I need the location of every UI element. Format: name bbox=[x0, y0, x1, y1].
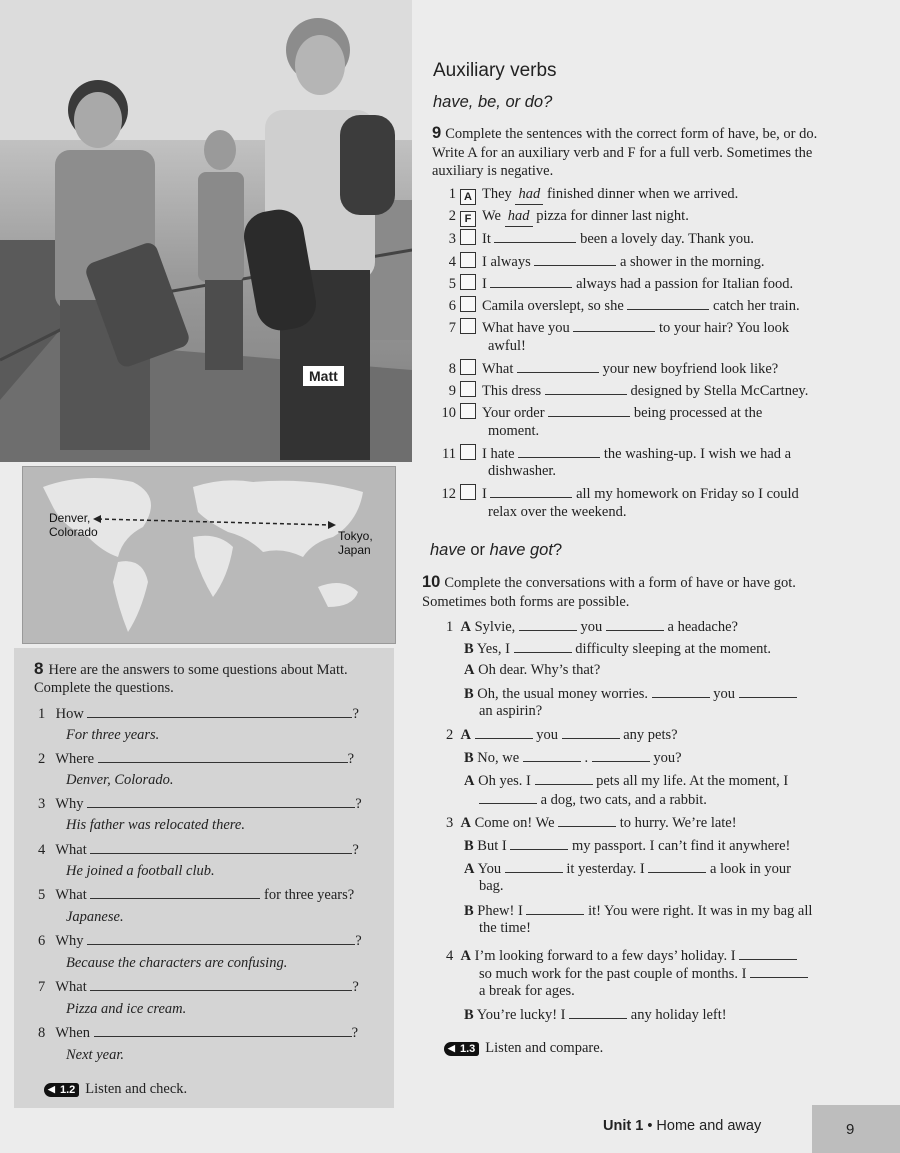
ex8-answer-2: Denver, Colorado. bbox=[66, 772, 174, 788]
section-title: Auxiliary verbs bbox=[433, 60, 557, 81]
ex10-c1-line4: B Oh, the usual money worries. you bbox=[464, 684, 797, 704]
ex9-item-7-cont: awful! bbox=[488, 338, 526, 354]
ex10-instructions: 10 Complete the conversations with a form of have or have got. Sometimes both forms are possible. bbox=[422, 573, 796, 610]
answer-blank[interactable] bbox=[90, 977, 352, 991]
answer-box[interactable] bbox=[460, 444, 476, 460]
ex10-c1-line2: B Yes, I difficulty sleeping at the moment. bbox=[464, 641, 772, 657]
answer-box[interactable] bbox=[460, 381, 476, 397]
ex9-item-12: 12 I all my homework on Friday so I could bbox=[441, 486, 799, 502]
answer-blank[interactable] bbox=[526, 901, 584, 915]
answer-blank[interactable] bbox=[569, 1005, 627, 1019]
boys-photo bbox=[0, 0, 412, 462]
answer-blank[interactable] bbox=[523, 748, 581, 762]
ex9-item-11-cont: dishwasher. bbox=[488, 463, 557, 479]
ex10-c3-line4: B Phew! I it! You were right. It was in my bag all bbox=[464, 903, 813, 919]
answer-blank[interactable] bbox=[518, 444, 600, 458]
ex10-c2-line3-cont: a dog, two cats, and a rabbit. bbox=[479, 790, 707, 810]
answer-blank[interactable] bbox=[510, 836, 568, 850]
answer-blank[interactable] bbox=[87, 794, 355, 808]
ex9-item-12-cont: relax over the weekend. bbox=[488, 504, 627, 520]
ex10-c1-line1: 1 A Sylvie, you a headache? bbox=[446, 619, 738, 635]
answer-blank[interactable] bbox=[87, 704, 352, 718]
map-label-tokyo: Tokyo, Japan bbox=[338, 529, 373, 557]
ex8-question-1: 1 How ? bbox=[38, 706, 359, 722]
ex10-c2-line1: 2 A you any pets? bbox=[446, 727, 678, 743]
audio-track-icon[interactable]: ◀ 1.2 bbox=[44, 1083, 79, 1097]
ex8-answer-1: For three years. bbox=[66, 727, 160, 743]
answer-blank[interactable] bbox=[535, 771, 593, 785]
answer-box[interactable] bbox=[460, 318, 476, 334]
answer-box[interactable] bbox=[460, 484, 476, 500]
ex8-question-8: 8 When ? bbox=[38, 1025, 359, 1041]
ex10-c4-line1-cont1: so much work for the past couple of months. I bbox=[479, 964, 808, 984]
audio-track-icon[interactable]: ◀ 1.3 bbox=[444, 1042, 479, 1056]
map-label-denver: Denver, Colorado bbox=[49, 511, 98, 539]
ex8-answer-3: His father was relocated there. bbox=[66, 817, 245, 833]
ex9-item-5: 5 I always had a passion for Italian food. bbox=[448, 276, 794, 292]
ex9-item-8: 8 What your new boyfriend look like? bbox=[448, 361, 779, 377]
ex10-c3-line1: 3 A Come on! We to hurry. We’re late! bbox=[446, 815, 737, 831]
answer-blank[interactable] bbox=[750, 964, 808, 978]
answer-blank[interactable] bbox=[494, 229, 576, 243]
ex9-item-2: 2 F We had pizza for dinner last night. bbox=[448, 208, 689, 225]
ex10-listen: ◀ 1.3 Listen and compare. bbox=[444, 1040, 603, 1057]
answer-blank[interactable] bbox=[652, 684, 710, 698]
subheading-have-or-have-got: have or have got? bbox=[430, 541, 563, 559]
ex10-c2-line3: A Oh yes. I pets all my life. At the moment, I bbox=[464, 773, 789, 789]
answer-blank[interactable] bbox=[87, 931, 355, 945]
answer-blank[interactable] bbox=[490, 484, 572, 498]
answer-blank[interactable] bbox=[514, 639, 572, 653]
world-map bbox=[22, 466, 396, 644]
answer-blank[interactable] bbox=[479, 790, 537, 804]
ex8-question-6: 6 Why ? bbox=[38, 933, 362, 949]
ex10-c4-line2: B You’re lucky! I any holiday left! bbox=[464, 1007, 727, 1023]
ex9-item-1: 1 A They had finished dinner when we arrived. bbox=[448, 186, 739, 203]
answer-blank[interactable] bbox=[562, 725, 620, 739]
ex10-c3-line4-cont: the time! bbox=[479, 920, 531, 936]
ex10-c1-line3: A Oh dear. Why’s that? bbox=[464, 662, 601, 678]
ex8-question-7: 7 What ? bbox=[38, 979, 359, 995]
subheading-have-be-do: have, be, or do? bbox=[433, 93, 553, 111]
ex9-item-4: 4 I always a shower in the morning. bbox=[448, 254, 765, 270]
answer-blank[interactable]: had bbox=[515, 185, 543, 205]
answer-blank[interactable] bbox=[606, 617, 664, 631]
ex9-item-9: 9 This dress designed by Stella McCartney. bbox=[448, 383, 809, 399]
matt-label: Matt bbox=[302, 365, 345, 387]
ex9-item-3: 3 It been a lovely day. Thank you. bbox=[448, 231, 755, 247]
ex9-item-6: 6 Camila overslept, so she catch her train. bbox=[448, 298, 800, 314]
answer-blank[interactable] bbox=[573, 318, 655, 332]
ex9-item-11: 11 I hate the washing-up. I wish we had a bbox=[442, 446, 792, 462]
answer-blank[interactable] bbox=[558, 813, 616, 827]
ex8-instructions: 8 Here are the answers to some questions about Matt. Complete the questions. bbox=[34, 659, 348, 696]
answer-blank[interactable] bbox=[739, 684, 797, 698]
exercise-8 bbox=[14, 648, 394, 1108]
ex8-answer-7: Pizza and ice cream. bbox=[66, 1001, 187, 1017]
answer-box[interactable]: A bbox=[460, 189, 476, 205]
page-number: 9 bbox=[846, 1121, 855, 1138]
answer-blank[interactable] bbox=[592, 748, 650, 762]
ex8-question-4: 4 What ? bbox=[38, 842, 359, 858]
answer-box[interactable] bbox=[460, 296, 476, 312]
ex8-answer-4: He joined a football club. bbox=[66, 863, 215, 879]
ex10-c3-line3-cont: bag. bbox=[479, 878, 504, 894]
ex9-item-10-cont: moment. bbox=[488, 423, 540, 439]
ex10-c1-line4-cont: an aspirin? bbox=[479, 703, 543, 719]
answer-box[interactable] bbox=[460, 403, 476, 419]
ex9-instructions: 9 Complete the sentences with the correct form of have, be, or do. Write A for an auxiliary verb and F for a full verb. Sometimes the auxiliary is negative. bbox=[432, 124, 818, 179]
answer-blank[interactable] bbox=[519, 617, 577, 631]
answer-blank[interactable] bbox=[490, 274, 572, 288]
answer-blank[interactable] bbox=[739, 946, 797, 960]
ex8-question-2: 2 Where ? bbox=[38, 751, 355, 767]
ex8-answer-5: Japanese. bbox=[66, 909, 124, 925]
ex8-answer-8: Next year. bbox=[66, 1047, 124, 1063]
page-tab bbox=[812, 1105, 900, 1153]
answer-box[interactable]: F bbox=[460, 211, 476, 227]
ex8-question-3: 3 Why ? bbox=[38, 796, 362, 812]
answer-blank[interactable] bbox=[505, 859, 563, 873]
answer-blank[interactable] bbox=[548, 403, 630, 417]
answer-blank[interactable] bbox=[648, 859, 706, 873]
footer: Unit 1 • Home and away bbox=[603, 1118, 762, 1134]
ex8-answer-6: Because the characters are confusing. bbox=[66, 955, 288, 971]
answer-blank[interactable] bbox=[90, 885, 260, 899]
ex8-listen: ◀ 1.2 Listen and check. bbox=[44, 1081, 187, 1098]
answer-blank[interactable] bbox=[94, 1023, 352, 1037]
answer-box[interactable] bbox=[460, 252, 476, 268]
answer-blank[interactable] bbox=[98, 749, 348, 763]
answer-box[interactable] bbox=[460, 229, 476, 245]
answer-blank[interactable] bbox=[534, 252, 616, 266]
answer-blank[interactable] bbox=[517, 359, 599, 373]
answer-box[interactable] bbox=[460, 274, 476, 290]
answer-box[interactable] bbox=[460, 359, 476, 375]
answer-blank[interactable] bbox=[475, 725, 533, 739]
answer-blank[interactable] bbox=[90, 840, 352, 854]
answer-blank[interactable]: had bbox=[505, 207, 533, 227]
ex10-c3-line3: A You it yesterday. I a look in your bbox=[464, 861, 791, 877]
ex8-question-5: 5 What for three years? bbox=[38, 887, 355, 903]
ex9-item-10: 10 Your order being processed at the bbox=[441, 405, 763, 421]
ex9-item-7: 7 What have you to your hair? You look bbox=[448, 320, 790, 336]
answer-blank[interactable] bbox=[545, 381, 627, 395]
ex10-c4-line1-cont2: a break for ages. bbox=[479, 983, 575, 999]
answer-blank[interactable] bbox=[627, 296, 709, 310]
ex10-c3-line2: B But I my passport. I can’t find it anywhere! bbox=[464, 838, 791, 854]
ex10-c4-line1: 4 A I’m looking forward to a few days’ holiday. I bbox=[446, 946, 797, 966]
ex10-c2-line2: B No, we . you? bbox=[464, 750, 682, 766]
